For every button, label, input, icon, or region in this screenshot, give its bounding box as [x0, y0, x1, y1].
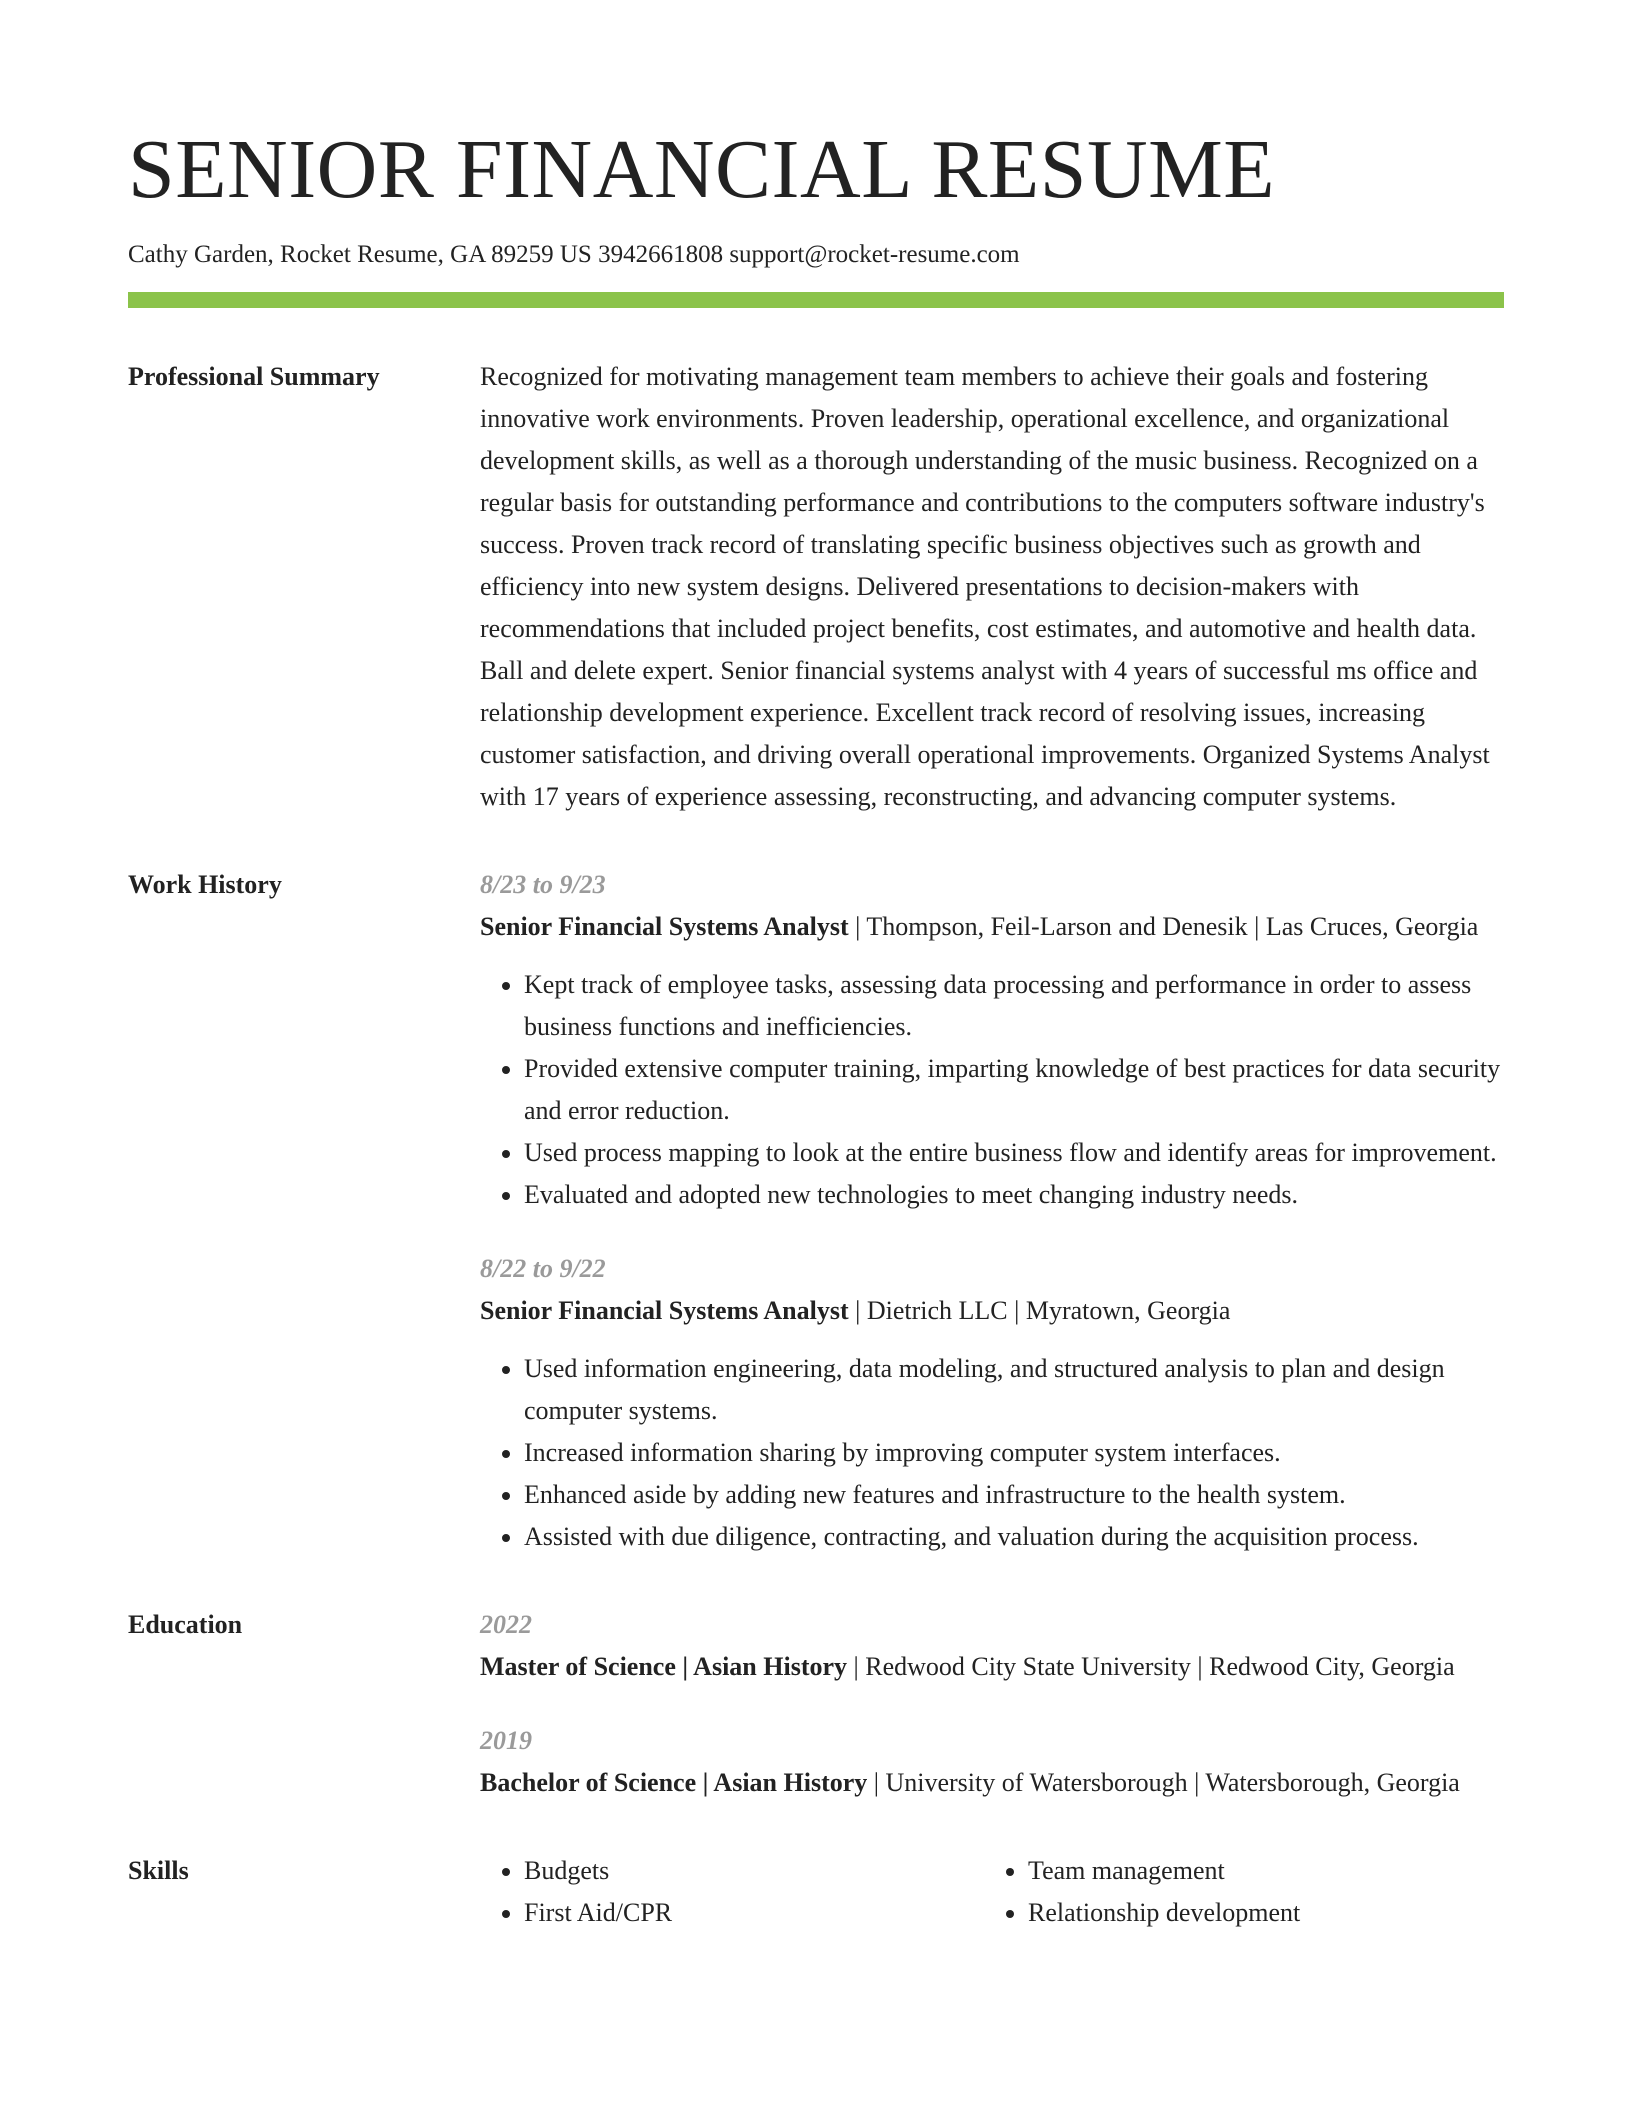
summary-text: Recognized for motivating management team members to achieve their goals and fostering innovative work environments. Proven leadership, operational excellence, and organizational development skills, as well as a thorough understanding of the music business. Recognized on a regular basis for outstanding performance and contributions to the computers software industry's success. Proven track record of translating specific business objectives such as growth and efficiency into new system designs. Delivered presentations to decision-makers with recommendations that included project benefits, cost estimates, and automotive and health data. Ball and delete expert. Senior financial systems analyst with 4 years of successful ms office and relationship development experience. Excellent track record of resolving issues, increasing customer satisfaction, and driving overall operational improvements. Organized Systems Analyst with 17 years of experience assessing, reconstructing, and advancing computer systems. — [480, 362, 1490, 811]
resume-page — [128, 0, 1504, 1934]
contact-line: Cathy Garden, Rocket Resume, GA 89259 US 3942661808 support@rocket-resume.com — [128, 241, 1020, 268]
skills-list-right — [984, 1850, 1488, 1934]
job-bullets — [480, 1348, 1504, 1558]
skills-heading: Skills — [128, 1856, 189, 1885]
job-bullet: • Kept track of employee tasks, assessing data processing and performance in order to assess business functions and inefficiencies. — [524, 964, 1504, 1048]
job-dates: 8/23 to 9/23 — [480, 870, 606, 899]
job-bullet: • Evaluated and adopted new technologies to meet changing industry needs. — [524, 1174, 1504, 1216]
job-bullet: • Assisted with due diligence, contracting, and valuation during the acquisition process. — [524, 1516, 1504, 1558]
education-year: 2022 — [480, 1610, 532, 1639]
job-entry — [480, 864, 1504, 1216]
skill-item: • First Aid/CPR — [524, 1892, 984, 1934]
summary-heading: Professional Summary — [128, 362, 380, 391]
job-bullets — [480, 964, 1504, 1216]
degree-title: Master of Science | Asian History — [480, 1652, 848, 1681]
job-heading — [480, 1290, 1504, 1332]
job-bullet: • Provided extensive computer training, imparting knowledge of best practices for data security and error reduction. — [524, 1048, 1504, 1132]
education-entry — [480, 1720, 1504, 1804]
header-divider — [128, 292, 1504, 308]
education-heading: Education — [128, 1610, 243, 1639]
education-entry — [480, 1604, 1504, 1688]
skill-item: • Budgets — [524, 1850, 984, 1892]
skill-item: • Relationship development — [1028, 1892, 1488, 1934]
job-bullet: • Used process mapping to look at the entire business flow and identify areas for improvement. — [524, 1132, 1504, 1174]
education-year: 2019 — [480, 1726, 532, 1755]
work-history-section — [128, 864, 1504, 1558]
education-heading-line — [480, 1762, 1504, 1804]
school-details: | Redwood City State University | Redwood City, Georgia — [847, 1652, 1455, 1681]
job-bullet: • Increased information sharing by improving computer system interfaces. — [524, 1432, 1504, 1474]
education-section — [128, 1604, 1504, 1804]
job-dates: 8/22 to 9/22 — [480, 1254, 606, 1283]
job-entry — [480, 1248, 1504, 1558]
degree-title: Bachelor of Science | Asian History — [480, 1768, 868, 1797]
skills-section — [128, 1850, 1504, 1934]
job-title: Senior Financial Systems Analyst — [480, 1296, 849, 1325]
job-bullet: • Enhanced aside by adding new features and infrastructure to the health system. — [524, 1474, 1504, 1516]
skills-list-left — [480, 1850, 984, 1934]
resume-title: SENIOR FINANCIAL RESUME — [128, 123, 1276, 216]
job-bullet: • Used information engineering, data modeling, and structured analysis to plan and design computer systems. — [524, 1348, 1504, 1432]
skill-item: • Team management — [1028, 1850, 1488, 1892]
skills-columns — [480, 1850, 1504, 1934]
job-heading — [480, 906, 1504, 948]
summary-section — [128, 356, 1504, 818]
education-heading-line — [480, 1646, 1504, 1688]
job-employer: | Thompson, Feil-Larson and Denesik | Las Cruces, Georgia — [848, 912, 1479, 941]
job-employer: | Dietrich LLC | Myratown, Georgia — [848, 1296, 1231, 1325]
school-details: | University of Watersborough | Watersborough, Georgia — [867, 1768, 1460, 1797]
job-title: Senior Financial Systems Analyst — [480, 912, 849, 941]
work-history-heading: Work History — [128, 870, 282, 899]
